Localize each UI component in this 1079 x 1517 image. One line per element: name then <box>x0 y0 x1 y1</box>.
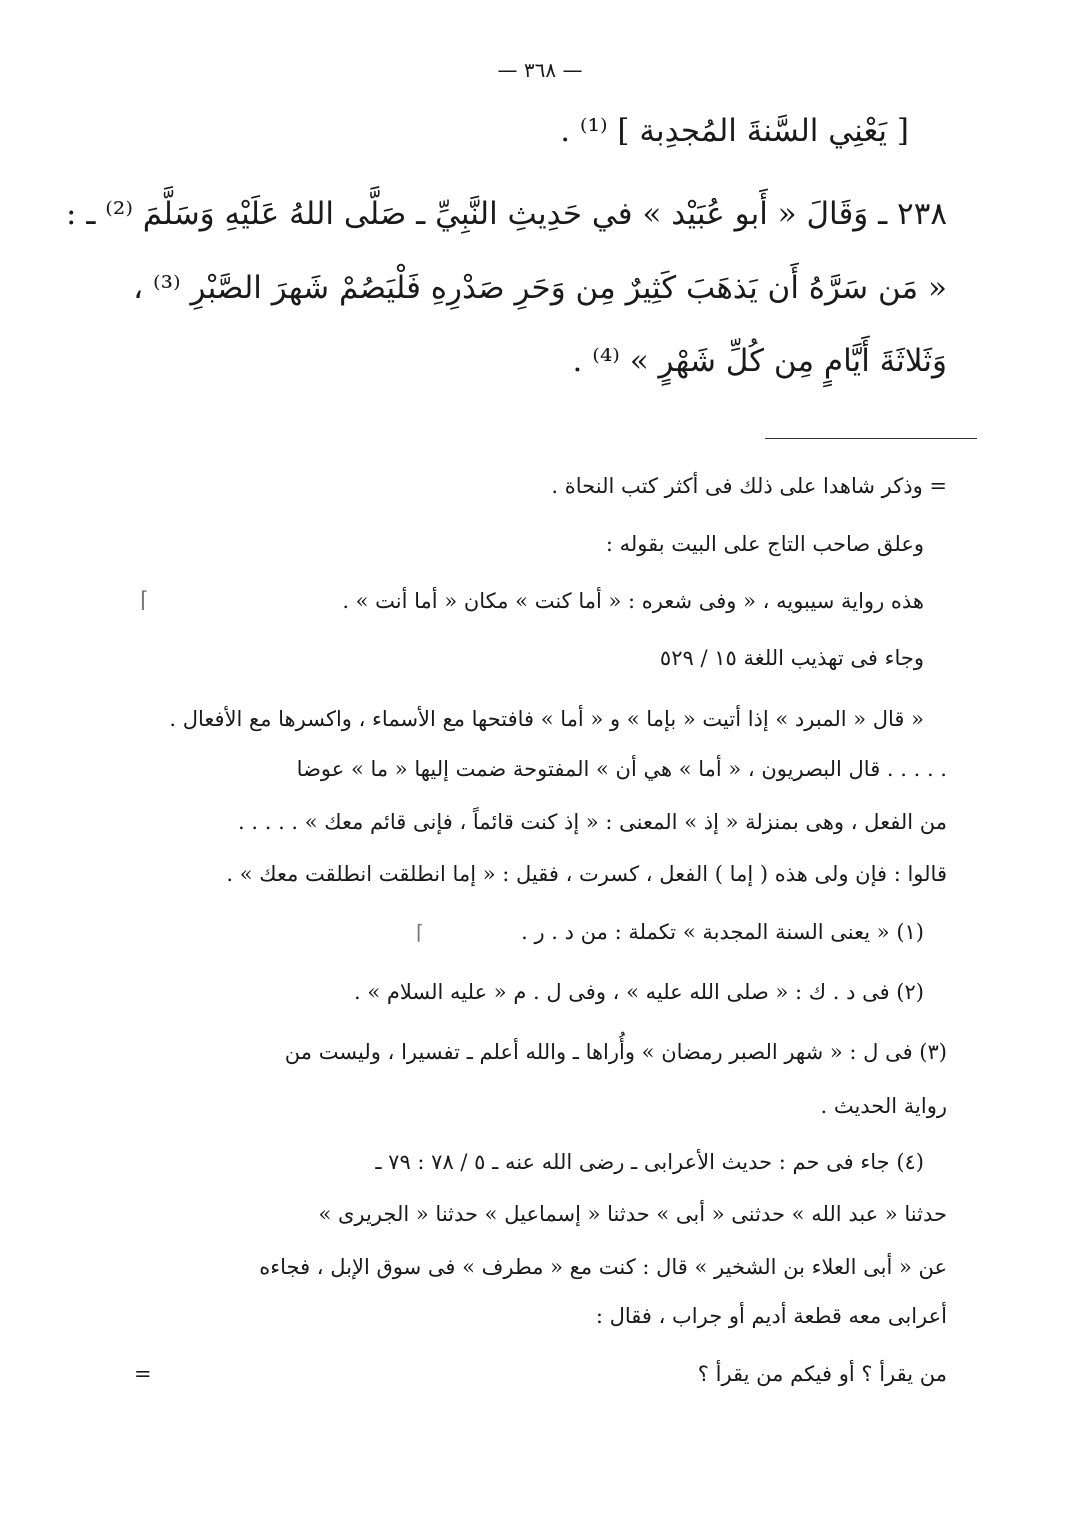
note-line: قالوا : فإن ولى هذه ( إما ) الفعل ، كسرت ، فقيل : « إما انطلقت انطلقت معك » . <box>226 862 947 886</box>
note-line: عن « أبى العلاء بن الشخير » قال : كنت مع « مطرف » فى سوق الإبل ، فجاءه <box>259 1255 947 1279</box>
note-line: « قال « المبرد » إذا أتيت « بإما » و « أما » فافتحها مع الأسماء ، واكسرها مع الأفعال . <box>169 707 924 731</box>
continuation-mark: = <box>134 1362 152 1386</box>
note-line: (٢) فى د . ك : « صلى الله عليه » ، وفى ل . م « عليه السلام » . <box>354 980 924 1004</box>
note-line: (٣) فى ل : « شهر الصبر رمضان » وأُراها ـ والله أعلم ـ تفسيرا ، وليست من <box>284 1040 947 1064</box>
note-line: وعلق صاحب التاج على البيت بقوله : <box>605 532 924 556</box>
note-line: (١) « يعنى السنة المجدبة » تكملة : من د . ر . <box>521 920 924 944</box>
note-line: من الفعل ، وهى بمنزلة « إذ » المعنى : « إذ كنت قائماً ، فإنى قائم معك » . . . . . <box>238 810 947 834</box>
scan-bracket-mark: ⌈ <box>140 588 149 613</box>
main-line: ٢٣٨ ـ وَقَالَ « أَبو عُبَيْد » في حَدِيثِ النَّبِيِّ ـ صَلَّى اللهُ عَلَيْهِ وَسَلَّمَ ⁽²⁾ ـ : <box>66 196 947 232</box>
note-line: أعرابى معه قطعة أديم أو جراب ، فقال : <box>595 1304 947 1328</box>
main-line: [ يَعْنِي السَّنةَ المُجدِبة ] ⁽¹⁾ . <box>560 113 909 149</box>
footnote-separator <box>765 438 977 439</box>
main-line: « مَن سَرَّهُ أَن يَذهَبَ كَثِيرٌ مِن وَحَرِ صَدْرِهِ فَلْيَصُمْ شَهرَ الصَّبْرِ ⁽³⁾ ، <box>133 270 947 306</box>
main-line: وَثَلاثَةَ أَيَّامٍ مِن كُلِّ شَهْرٍ » ⁽⁴⁾ . <box>572 343 947 379</box>
page-number: — ٣٦٨ — <box>497 58 583 82</box>
note-line: من يقرأ ؟ أو فيكم من يقرأ ؟ <box>697 1362 947 1386</box>
note-line: هذه رواية سيبويه ، « وفى شعره : « أما كنت » مكان « أما أنت » . <box>342 589 924 613</box>
note-line: وجاء فى تهذيب اللغة ١٥ / ٥٢٩ <box>659 646 924 670</box>
note-line: رواية الحديث . <box>820 1094 947 1118</box>
note-line: = وذكر شاهدا على ذلك فى أكثر كتب النحاة . <box>551 474 947 498</box>
note-line: (٤) جاء فى حم : حديث الأعرابى ـ رضى الله عنه ـ ٥ / ٧٨ : ٧٩ ـ <box>375 1150 924 1174</box>
note-line: حدثنا « عبد الله » حدثنى « أبى » حدثنا « إسماعيل » حدثنا « الجريرى » <box>318 1202 947 1226</box>
note-line: . . . . . قال البصريون ، « أما » هي أن » المفتوحة ضمت إليها « ما » عوضا <box>296 757 947 781</box>
scan-bracket-mark: ⌈ <box>416 920 424 944</box>
